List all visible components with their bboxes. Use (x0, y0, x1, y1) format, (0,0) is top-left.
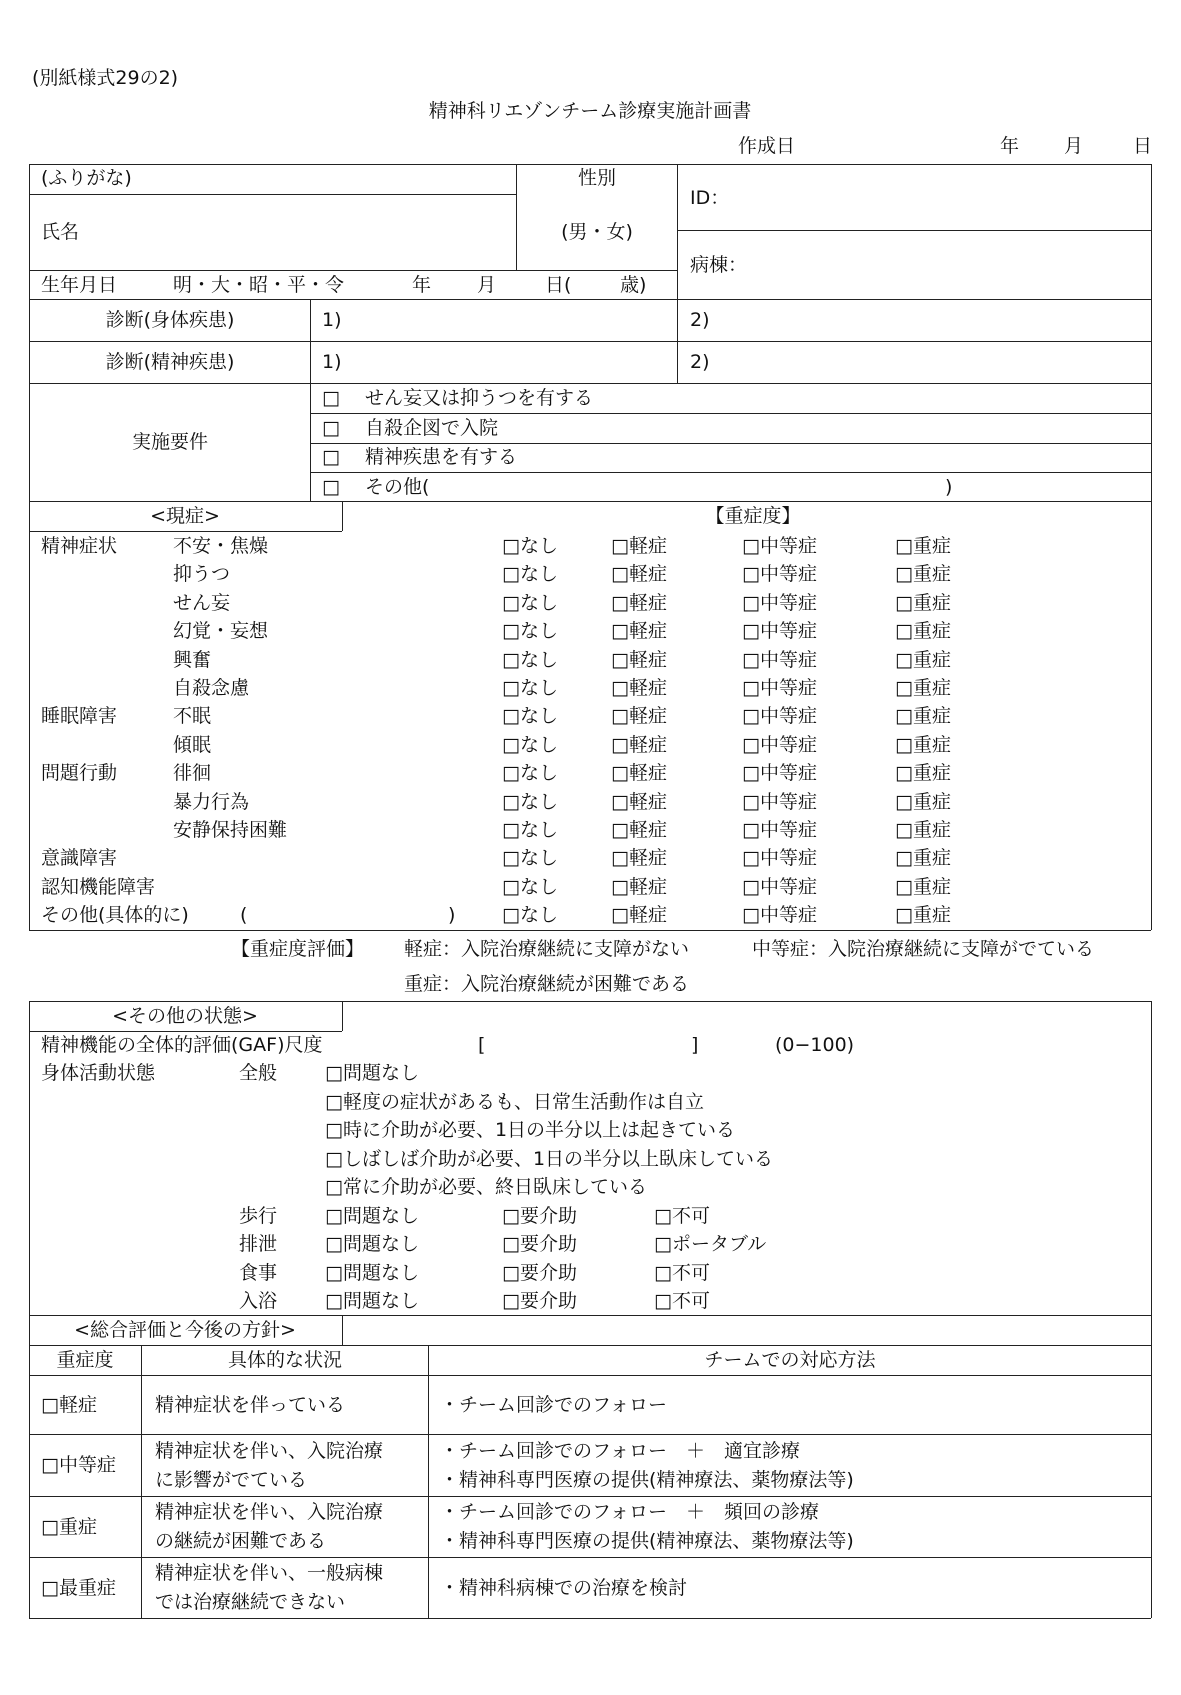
divider (310, 472, 1151, 473)
plan-approach: ・チーム回診でのフォロー (440, 1393, 668, 1416)
severity-checkbox-moderate[interactable]: □中等症 (742, 819, 817, 841)
adl-checkbox[interactable]: □ポータブル (654, 1233, 767, 1256)
age-field[interactable]: 歳) (620, 274, 647, 296)
general-activity-checkbox[interactable]: □しばしば介助が必要、1日の半分以上臥床している (325, 1147, 774, 1170)
symptom-item: 不眠 (173, 705, 212, 728)
severity-checkbox-moderate[interactable]: □中等症 (742, 790, 817, 813)
severity-checkbox-severe[interactable]: □重症 (895, 819, 951, 841)
plan-severity-checkbox[interactable]: □中等症 (41, 1454, 116, 1476)
birth-day[interactable]: 日( (545, 274, 572, 296)
divider (29, 1375, 1151, 1376)
symptom-item: 安静保持困難 (173, 819, 288, 841)
plan-situation: では治療継続できない (155, 1591, 346, 1613)
diagnosis-physical-label: 診断(身体疾患) (105, 309, 235, 331)
severity-eval-moderate: 中等症：入院治療継続に支障がでている (752, 938, 1095, 960)
adl-checkbox[interactable]: □問題なし (325, 1233, 419, 1256)
severity-checkbox-severe[interactable]: □重症 (895, 705, 951, 728)
diagnosis-mental-1[interactable]: 1) (322, 351, 342, 373)
form-number: (別紙様式29の2) (32, 67, 179, 89)
divider (29, 194, 516, 195)
severity-checkbox-moderate[interactable]: □中等症 (742, 762, 817, 785)
plan-col-approach: チームでの対応方法 (704, 1349, 876, 1371)
severity-checkbox-none[interactable]: □なし (502, 648, 558, 671)
divider (29, 501, 30, 930)
severity-checkbox-moderate[interactable]: □中等症 (742, 875, 817, 898)
symptom-item: 傾眠 (173, 733, 212, 756)
created-day[interactable]: 日 (1133, 135, 1153, 157)
symptom-item: 自殺念慮 (173, 677, 250, 699)
severity-checkbox-mild[interactable]: □軽症 (611, 563, 667, 586)
severity-checkbox-mild[interactable]: □軽症 (611, 762, 667, 785)
divider (29, 341, 1151, 342)
divider (29, 270, 677, 271)
severity-eval-severe: 重症：入院治療継続が困難である (404, 973, 690, 995)
severity-checkbox-moderate[interactable]: □中等症 (742, 904, 817, 927)
plan-situation: の継続が困難である (155, 1530, 327, 1552)
divider (1151, 164, 1152, 501)
severity-checkbox-none[interactable]: □なし (502, 904, 558, 927)
name-field[interactable]: 氏名 (41, 221, 80, 243)
birth-year[interactable]: 年 (412, 274, 432, 296)
plan-situation: 精神症状を伴い、入院治療 (155, 1501, 384, 1523)
divider (1151, 1001, 1152, 1315)
id-field[interactable]: ID： (690, 187, 730, 209)
severity-checkbox-severe[interactable]: □重症 (895, 733, 951, 756)
adl-checkbox[interactable]: □要介助 (502, 1205, 577, 1227)
diagnosis-physical-2[interactable]: 2) (690, 309, 710, 331)
general-activity-checkbox[interactable]: □常に介助が必要、終日臥床している (325, 1176, 647, 1199)
symptom-item: 抑うつ (173, 563, 231, 586)
divider (428, 1345, 429, 1618)
severity-checkbox-mild[interactable]: □軽症 (611, 535, 667, 557)
divider (310, 443, 1151, 444)
sex-label: 性別 (577, 167, 617, 189)
adl-checkbox[interactable]: □不可 (654, 1290, 710, 1313)
plan-situation: に影響がでている (155, 1468, 308, 1491)
ward-field[interactable]: 病棟： (690, 254, 748, 276)
birth-month[interactable]: 月 (477, 274, 497, 296)
requirement-item: せん妄又は抑うつを有する (365, 387, 594, 409)
sex-options[interactable]: (男・女) (561, 221, 633, 243)
divider (310, 413, 1151, 414)
divider (29, 1315, 1151, 1316)
plan-approach: ・精神科病棟での治療を検討 (440, 1576, 688, 1599)
severity-checkbox-severe[interactable]: □重症 (895, 563, 951, 586)
severity-eval-label: 【重症度評価】 (231, 938, 365, 960)
diagnosis-physical-1[interactable]: 1) (322, 309, 342, 331)
requirement-checkbox[interactable]: □ (322, 476, 340, 498)
plan-col-situation: 具体的な状況 (227, 1349, 343, 1371)
divider (29, 1557, 1151, 1558)
severity-checkbox-none[interactable]: □なし (502, 790, 558, 813)
divider (677, 230, 1151, 231)
symptom-category: 意識障害 (41, 847, 118, 870)
severity-checkbox-severe[interactable]: □重症 (895, 591, 951, 614)
created-month[interactable]: 月 (1064, 135, 1084, 157)
severity-checkbox-moderate[interactable]: □中等症 (742, 648, 817, 671)
adl-checkbox[interactable]: □要介助 (502, 1290, 577, 1313)
symptom-category: その他(具体的に) (41, 904, 189, 927)
plan-header: <総合評価と今後の方針> (74, 1319, 296, 1341)
plan-approach: ・精神科専門医療の提供(精神療法、薬物療法等) (440, 1468, 854, 1491)
plan-severity-checkbox[interactable]: □軽症 (41, 1393, 97, 1416)
adl-checkbox[interactable]: □問題なし (325, 1261, 419, 1284)
requirement-item: 自殺企図で入院 (365, 417, 499, 439)
divider (29, 164, 30, 501)
severity-checkbox-none[interactable]: □なし (502, 733, 558, 756)
other-close-paren: ) (448, 904, 456, 926)
severity-checkbox-mild[interactable]: □軽症 (611, 648, 667, 671)
divider (342, 501, 343, 531)
severity-checkbox-moderate[interactable]: □中等症 (742, 591, 817, 614)
severity-checkbox-none[interactable]: □なし (502, 819, 558, 841)
adl-label: 食事 (239, 1261, 278, 1284)
symptom-item: 暴力行為 (173, 790, 250, 813)
severity-checkbox-moderate[interactable]: □中等症 (742, 705, 817, 728)
severity-eval-mild: 軽症：入院治療継続に支障がない (404, 938, 690, 960)
requirement-item: その他( (365, 476, 430, 498)
plan-col-severity: 重症度 (56, 1349, 114, 1371)
divider (677, 164, 678, 383)
severity-checkbox-severe[interactable]: □重症 (895, 762, 951, 785)
adl-checkbox[interactable]: □不可 (654, 1261, 710, 1284)
divider (1151, 501, 1152, 930)
divider (29, 383, 1151, 384)
divider (342, 1315, 343, 1345)
severity-checkbox-none[interactable]: □なし (502, 762, 558, 785)
divider (342, 1001, 343, 1031)
gaf-range: (0−100) (775, 1034, 855, 1056)
severity-checkbox-moderate[interactable]: □中等症 (742, 847, 817, 870)
divider (29, 1434, 1151, 1435)
divider (29, 930, 1151, 931)
gaf-close: ] (691, 1034, 699, 1056)
requirement-other-close: ) (945, 476, 953, 498)
severity-checkbox-severe[interactable]: □重症 (895, 790, 951, 813)
general-activity-checkbox[interactable]: □軽度の症状があるも、日常生活動作は自立 (325, 1090, 704, 1113)
severity-checkbox-mild[interactable]: □軽症 (611, 847, 667, 870)
severity-checkbox-severe[interactable]: □重症 (895, 648, 951, 671)
symptom-item: 興奮 (173, 648, 212, 671)
symptom-item: ( (240, 904, 248, 927)
divider (29, 1315, 30, 1618)
severity-checkbox-severe[interactable]: □重症 (895, 620, 951, 643)
plan-situation: 精神症状を伴い、一般病棟 (155, 1562, 384, 1584)
symptom-item: 幻覚・妄想 (173, 620, 269, 643)
requirement-item: 精神疾患を有する (365, 446, 518, 468)
plan-severity-checkbox[interactable]: □最重症 (41, 1576, 116, 1599)
symptom-category: 認知機能障害 (41, 875, 156, 898)
severity-checkbox-mild[interactable]: □軽症 (611, 620, 667, 643)
created-date-label: 作成日 (738, 135, 796, 157)
divider (516, 164, 517, 270)
divider (29, 1031, 342, 1032)
gaf-label: 精神機能の全体的評価(GAF)尺度 (41, 1034, 323, 1056)
plan-situation: 精神症状を伴っている (155, 1393, 346, 1416)
general-activity-checkbox[interactable]: □問題なし (325, 1062, 419, 1084)
general-label: 全般 (239, 1062, 278, 1084)
severity-checkbox-none[interactable]: □なし (502, 705, 558, 728)
adl-checkbox[interactable]: □問題なし (325, 1205, 419, 1227)
severity-header: 【重症度】 (705, 505, 801, 527)
divider (310, 299, 311, 501)
divider (29, 1496, 1151, 1497)
symptom-item: 不安・焦燥 (173, 535, 269, 557)
created-year[interactable]: 年 (1000, 135, 1020, 157)
severity-checkbox-severe[interactable]: □重症 (895, 677, 951, 699)
severity-checkbox-none[interactable]: □なし (502, 875, 558, 898)
requirement-checkbox[interactable]: □ (322, 387, 340, 409)
adl-checkbox[interactable]: □要介助 (502, 1261, 577, 1284)
plan-severity-checkbox[interactable]: □重症 (41, 1515, 97, 1538)
general-activity-checkbox[interactable]: □時に介助が必要、1日の半分以上は起きている (325, 1119, 736, 1142)
divider (29, 299, 1151, 300)
severity-checkbox-none[interactable]: □なし (502, 847, 558, 870)
page-title: 精神科リエゾンチーム診療実施計画書 (428, 100, 752, 122)
severity-checkbox-none[interactable]: □なし (502, 563, 558, 586)
plan-approach: ・精神科専門医療の提供(精神療法、薬物療法等) (440, 1530, 854, 1552)
other-state-header: <その他の状態> (112, 1005, 258, 1027)
plan-approach: ・チーム回診でのフォロー ＋ 頻回の診療 (440, 1501, 820, 1523)
plan-approach: ・チーム回診でのフォロー ＋ 適宜診療 (440, 1439, 801, 1462)
severity-checkbox-mild[interactable]: □軽症 (611, 819, 667, 841)
divider (29, 531, 342, 532)
severity-checkbox-severe[interactable]: □重症 (895, 535, 951, 557)
severity-checkbox-moderate[interactable]: □中等症 (742, 733, 817, 756)
divider (1151, 1315, 1152, 1618)
divider (29, 1345, 1151, 1346)
divider (29, 1001, 1151, 1002)
era-options[interactable]: 明・大・昭・平・令 (173, 274, 345, 296)
divider (29, 501, 1151, 502)
symptom-category: 精神症状 (41, 535, 118, 557)
severity-checkbox-moderate[interactable]: □中等症 (742, 620, 817, 643)
adl-checkbox[interactable]: □要介助 (502, 1233, 577, 1256)
severity-checkbox-none[interactable]: □なし (502, 677, 558, 699)
diagnosis-mental-2[interactable]: 2) (690, 351, 710, 373)
divider (29, 164, 1151, 165)
current-header: <現症> (150, 505, 220, 527)
severity-checkbox-severe[interactable]: □重症 (895, 875, 951, 898)
requirement-checkbox[interactable]: □ (322, 417, 340, 439)
severity-checkbox-mild[interactable]: □軽症 (611, 733, 667, 756)
adl-checkbox[interactable]: □不可 (654, 1205, 710, 1227)
severity-checkbox-mild[interactable]: □軽症 (611, 875, 667, 898)
requirement-checkbox[interactable]: □ (322, 446, 340, 468)
severity-checkbox-none[interactable]: □なし (502, 591, 558, 614)
activity-label: 身体活動状態 (41, 1062, 156, 1084)
adl-checkbox[interactable]: □問題なし (325, 1290, 419, 1313)
diagnosis-mental-label: 診断(精神疾患) (105, 351, 235, 373)
severity-checkbox-mild[interactable]: □軽症 (611, 677, 667, 699)
symptom-category: 問題行動 (41, 762, 118, 785)
severity-checkbox-severe[interactable]: □重症 (895, 847, 951, 870)
adl-label: 歩行 (239, 1205, 278, 1227)
severity-checkbox-moderate[interactable]: □中等症 (742, 563, 817, 586)
symptom-category: 睡眠障害 (41, 705, 118, 728)
severity-checkbox-moderate[interactable]: □中等症 (742, 677, 817, 699)
requirements-label: 実施要件 (131, 431, 209, 453)
gaf-open[interactable]: [ (478, 1034, 486, 1056)
furigana-field[interactable]: (ふりがな) (41, 167, 132, 189)
severity-checkbox-mild[interactable]: □軽症 (611, 790, 667, 813)
severity-checkbox-mild[interactable]: □軽症 (611, 904, 667, 927)
divider (29, 1618, 1151, 1619)
divider (29, 1001, 30, 1315)
plan-situation: 精神症状を伴い、入院治療 (155, 1439, 384, 1462)
symptom-item: せん妄 (173, 591, 231, 614)
birth-label: 生年月日 (41, 274, 118, 296)
severity-checkbox-moderate[interactable]: □中等症 (742, 535, 817, 557)
symptom-item: 徘徊 (173, 762, 212, 785)
severity-checkbox-severe[interactable]: □重症 (895, 904, 951, 927)
adl-label: 排泄 (239, 1233, 278, 1256)
adl-label: 入浴 (239, 1290, 278, 1313)
severity-checkbox-none[interactable]: □なし (502, 620, 558, 643)
severity-checkbox-mild[interactable]: □軽症 (611, 705, 667, 728)
severity-checkbox-mild[interactable]: □軽症 (611, 591, 667, 614)
severity-checkbox-none[interactable]: □なし (502, 535, 558, 557)
divider (141, 1345, 142, 1618)
